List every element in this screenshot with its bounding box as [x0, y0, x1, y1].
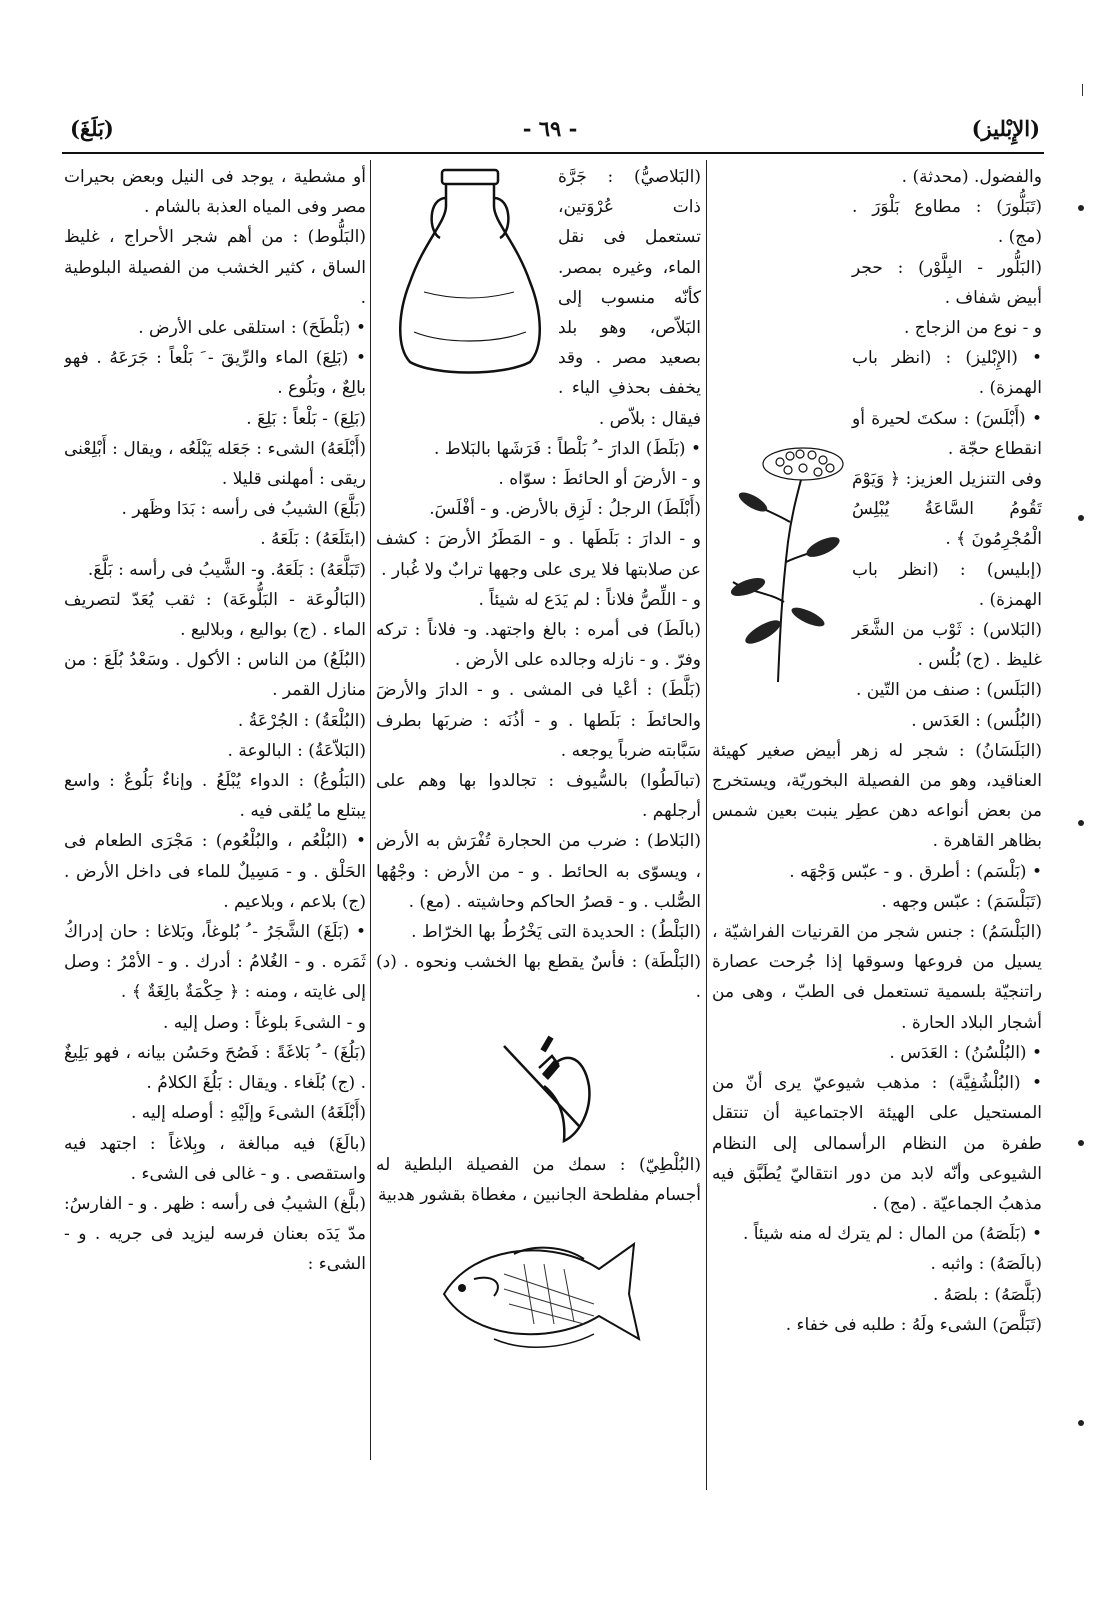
margin-mark	[1078, 515, 1084, 521]
dictionary-entry: (البَلْطُ) : الحديدة التى يَخْرُطُ بها الخرّاط .	[411, 922, 701, 943]
left-column-entries	[64, 162, 366, 1280]
dictionary-entry: • (بَلَصَهُ) من المال : لم يترك له منه شيئاً .	[742, 1224, 1042, 1245]
page-header	[60, 116, 1040, 152]
dictionary-entry: (البَلاصيُّ) : جَرَّة ذات عُرْوَتين، تستعمل فى نقل الماء، وغيره بمصر. كأنّه منسوب إلى البَلاّص، وهو بلد بصعيد مصر . وقد يخفف بحذفِ الياء . فيقال : بلاّص .	[558, 167, 701, 429]
header-guide-word-first: (الإِبْليز)	[971, 116, 1040, 141]
dictionary-entry: (البَلُّوط) : من أهم شجر الأحراج ، غليظ الساق ، كثير الخشب من الفصيلة البلوطية .	[64, 227, 366, 308]
dictionary-entry: (تَبَلْسَمَ) : عبّس وجهه .	[881, 891, 1042, 912]
dictionary-entry: • (الإِبْليز) : (انظر باب الهمزة) .	[852, 348, 1042, 399]
dictionary-entry: (البُلْعَةُ) : الجُرْعَةُ .	[237, 710, 366, 731]
dictionary-entry: • (البُلْشُفِيَّة) : مذهب شيوعيّ يرى أنّ من المستحيل على الهيئة الاجتماعية أن تنتقل طفرة من النظام الرأسمالى إلى النظام الشيوعى وأنّه لابد من دور انتقاليّ يُطَبَّق فيه مذهبُ الجماعيّة . (مج) .	[712, 1073, 1042, 1214]
margin-mark	[1078, 820, 1084, 826]
dictionary-entry: (البَلاط) : ضرب من الحجارة تُفْرَش به الأرض ، ويسوّى به الحائط . و - من الأرض : وجْهُها الصُّلب . و - قصرُ الحاكم وحاشيته . (مع) .	[376, 831, 701, 912]
dictionary-entry: (بالَغَ) فيه مبالغة ، وبِلاغاً : اجتهد فيه واستقصى . و - غالى فى الشىء .	[64, 1133, 366, 1184]
dictionary-entry: • (البُلْسُنُ) : العَدَس .	[889, 1042, 1042, 1063]
margin-mark	[1078, 1420, 1084, 1426]
dictionary-entry: (أَبْلَعَهُ) الشىء : جَعَله يَبْلَعُه ، ويقال : أَبْلِعْنى ريقى : أمهلنى قليلا .	[64, 438, 366, 490]
dictionary-entry: أو مشطية ، يوجد فى النيل وبعض بحيرات مصر وفى المياه العذبة بالشام .	[64, 167, 366, 218]
column-middle	[376, 162, 701, 1452]
dictionary-entry: (تَبَلُّورَ) : مطاوع بَلْوَرَ . (مج) .	[852, 197, 1042, 248]
dictionary-entry: (بلَّغ) الشيبُ فى رأسه : ظهر . و - الفارسُ: مدّ يَدَه بعنان فرسه ليزيد فى جريه . و - الشىء :	[64, 1193, 366, 1275]
dictionary-entry: • (أَبْلَسَ) : سكتَ لحيرة أو انقطاع حجّة .	[852, 408, 1042, 459]
dictionary-entry: (البُلْطِيّ) : سمك من الفصيلة البلطية له أجسام مفلطحة الجانبين ، مغطاة بقشور هدبية	[376, 1154, 701, 1205]
dictionary-entry: (البَلُّور - البِلَّوْر) : حجر أبيض شفاف .	[852, 257, 1042, 308]
dictionary-entry: (تَبَلَّعَهُ) : بَلَعَهُ. و- الشَّيبُ فى رأسه : بَلَّعَ.	[87, 559, 366, 580]
column-divider-right	[706, 160, 707, 1490]
dictionary-entry: (ابتَلَعَهُ) : بَلَعَهُ .	[260, 529, 366, 550]
dictionary-entry: (البَالُوعَة - البَلُّوعَة) : ثقب يُعَدّ لتصريف الماء . (ج) بواليع ، وبلاليع .	[64, 589, 366, 641]
dictionary-entry: (إبليس) : (انظر باب الهمزة) .	[852, 559, 1042, 610]
dictionary-entry: • (بَلَغَ) الشَّجَرُ - ُ بُلوغاً، وبَلاغا : حان إدراكُ ثَمَره . و - الغُلامُ : أدرك . و - الأمْرُ : وصل إلى غايته ، ومنه : ﴿ حِكْمَةٌ بالِغَةٌ ﴾ .	[64, 922, 366, 1003]
right-column-entries	[712, 162, 1042, 1340]
header-rule	[62, 152, 1044, 154]
dictionary-entry: • (بَلْطَحَ) : استلقى على الأرض .	[138, 318, 366, 339]
dictionary-entry: • (بَلِعَ) الماء والرِّيقَ - َ بَلْعاً : جَرَعَهُ . فهو بالِعٌ ، وبَلُوع .	[64, 348, 366, 399]
dictionary-entry: (بالَصَهُ) : واثبه .	[930, 1254, 1042, 1275]
dictionary-entry: (أَبْلَطَ) الرجلُ : لَزِق بالأرض. و - أفْلَسَ.	[429, 499, 701, 520]
dictionary-entry: (البَلاّعَةُ) : البالوعة .	[227, 740, 366, 761]
dictionary-entry: (البَلَس) : صنف من التّين .	[855, 680, 1042, 701]
axe-illustration	[484, 1016, 594, 1146]
header-guide-word-last: (بَلَغَ)	[70, 116, 114, 141]
jar-illustration	[384, 162, 554, 382]
dictionary-entry: (البَلُوعُ) : الدواء يُبْلَعُ . وإناءٌ بَلُوعٌ : واسع يبتلع ما يُلقى فيه .	[64, 771, 366, 822]
dictionary-entry: و - الشىءَ بلوغاً : وصل إليه .	[162, 1012, 366, 1033]
dictionary-entry: (بَلِعَ) - بَلْعاً : بَلِعَ .	[246, 408, 366, 429]
dictionary-entry: (بالَطَ) فى أمره : بالغ واجتهد. و- فلاناً : تركه وفرّ . و - نازله وجالده على الأرض .	[376, 620, 701, 671]
margin-mark	[1078, 1140, 1084, 1146]
dictionary-entry: (بَلَّعَ) الشيبُ فى رأسه : بَدَا وظَهر .	[121, 499, 366, 520]
dictionary-entry: (البَلْسَمُ) : جنس شجر من القرنيات الفراشيّة ، يسيل من فروعها وسوقها إذا جُرحت عصارة راتنجيّة بلسمية تستعمل فى الطبّ ، وهى من أشجار البلاد الحارة .	[712, 922, 1042, 1033]
column-left	[64, 162, 366, 1452]
dictionary-entry: (بَلَّصَهُ) : بلصَهُ .	[932, 1284, 1042, 1305]
dictionary-entry: (البُلَعُ) من الناس : الأكول . وسَعْدُ بُلَعَ : من منازل القمر .	[64, 650, 366, 701]
dictionary-entry: (تبالَطُوا) بالسُّيوف : تجالدوا بها وهم على أرجلهم .	[376, 771, 701, 822]
fish-illustration	[434, 1224, 644, 1354]
page-number: - ٦٩ -	[522, 116, 578, 141]
column-right	[712, 162, 1042, 1482]
column-divider-left	[370, 160, 371, 1460]
dictionary-entry: و - اللِّصُّ فلاناً : لم يَدَع له شيئاً .	[478, 589, 701, 610]
dictionary-entry: و - الدارَ : بَلَطَها . و - المَطَرُ الأرضَ : كشف عن صلابتها فلا يرى على وجهها ترابٌ ولا غُبار .	[376, 529, 701, 580]
dictionary-entry: • (بَلَطَ) الدارَ - ُ بَلْطاً : فَرَشَها بالبَلاط .	[434, 438, 701, 459]
dictionary-entry: وفى التنزيل العزيز: ﴿ وَيَوْمَ تَقُومُ السَّاعَةُ يُبْلِسُ الْمُجْرِمُونَ ﴾ .	[852, 469, 1042, 550]
dictionary-entry: و - الأرضَ أو الحائطَ : سوّاه .	[498, 469, 701, 490]
dictionary-entry: (البَلْطَة) : فأسٌ يقطع بها الخشب ونحوه . (د) .	[376, 952, 701, 1003]
dictionary-entry: (تَبَلَّصَ) الشىء ولَهُ : طلبه فى خفاء .	[785, 1314, 1042, 1335]
dictionary-entry: و - نوع من الزجاج .	[903, 318, 1042, 339]
dictionary-entry: (بَلَّطَ) : أعْيا فى المشى . و - الدارَ والأرضَ والحائطَ : بَلَطها . و - أذُنَه : ضربَها بطرف سَبَّابته ضرباً يوجعه .	[376, 680, 701, 761]
dictionary-entry: (البَلَسَانُ) : شجر له زهر أبيض صغير كهيئة العناقيد، وهو من الفصيلة البخوريّة، ويستخرج من بعض أنواعه دهن عطِر ينبت بعين شمس بظاهر القاهرة .	[712, 740, 1042, 852]
margin-ink-mark	[1082, 84, 1086, 96]
dictionary-entry: • (بَلْسَم) : أطرق . و - عبّس وَجْهَه .	[789, 861, 1042, 882]
dictionary-entry: (بَلُغَ) - ُ بَلاغَةً : فَصُحَ وحَسُن بيانه ، فهو بَلِيغٌ . (ج) بُلَغاء . ويقال : بَلُغَ الكلامُ .	[64, 1042, 366, 1094]
dictionary-entry: (البَلاس) : ثَوْب من الشَّعَر غليظ . (ج) بُلُس .	[852, 620, 1042, 671]
dictionary-entry: (أَبْلَغَهُ) الشىءَ وإلَيْهِ : أوصله إليه .	[130, 1103, 366, 1124]
dictionary-entry: (البُلُس) : العَدَس .	[911, 710, 1042, 731]
margin-mark	[1078, 205, 1084, 211]
dictionary-entry: • (البُلْعُم ، والبُلْعُوم) : مَجْرَى الطعام فى الحَلْق . و - مَسِيلٌ للماء فى داخل الأرض . (ج) بلاعم ، وبلاعيم .	[64, 831, 366, 912]
balsam-plant-illustration	[718, 442, 848, 682]
dictionary-entry: والفضول. (محدثة) .	[901, 167, 1042, 187]
